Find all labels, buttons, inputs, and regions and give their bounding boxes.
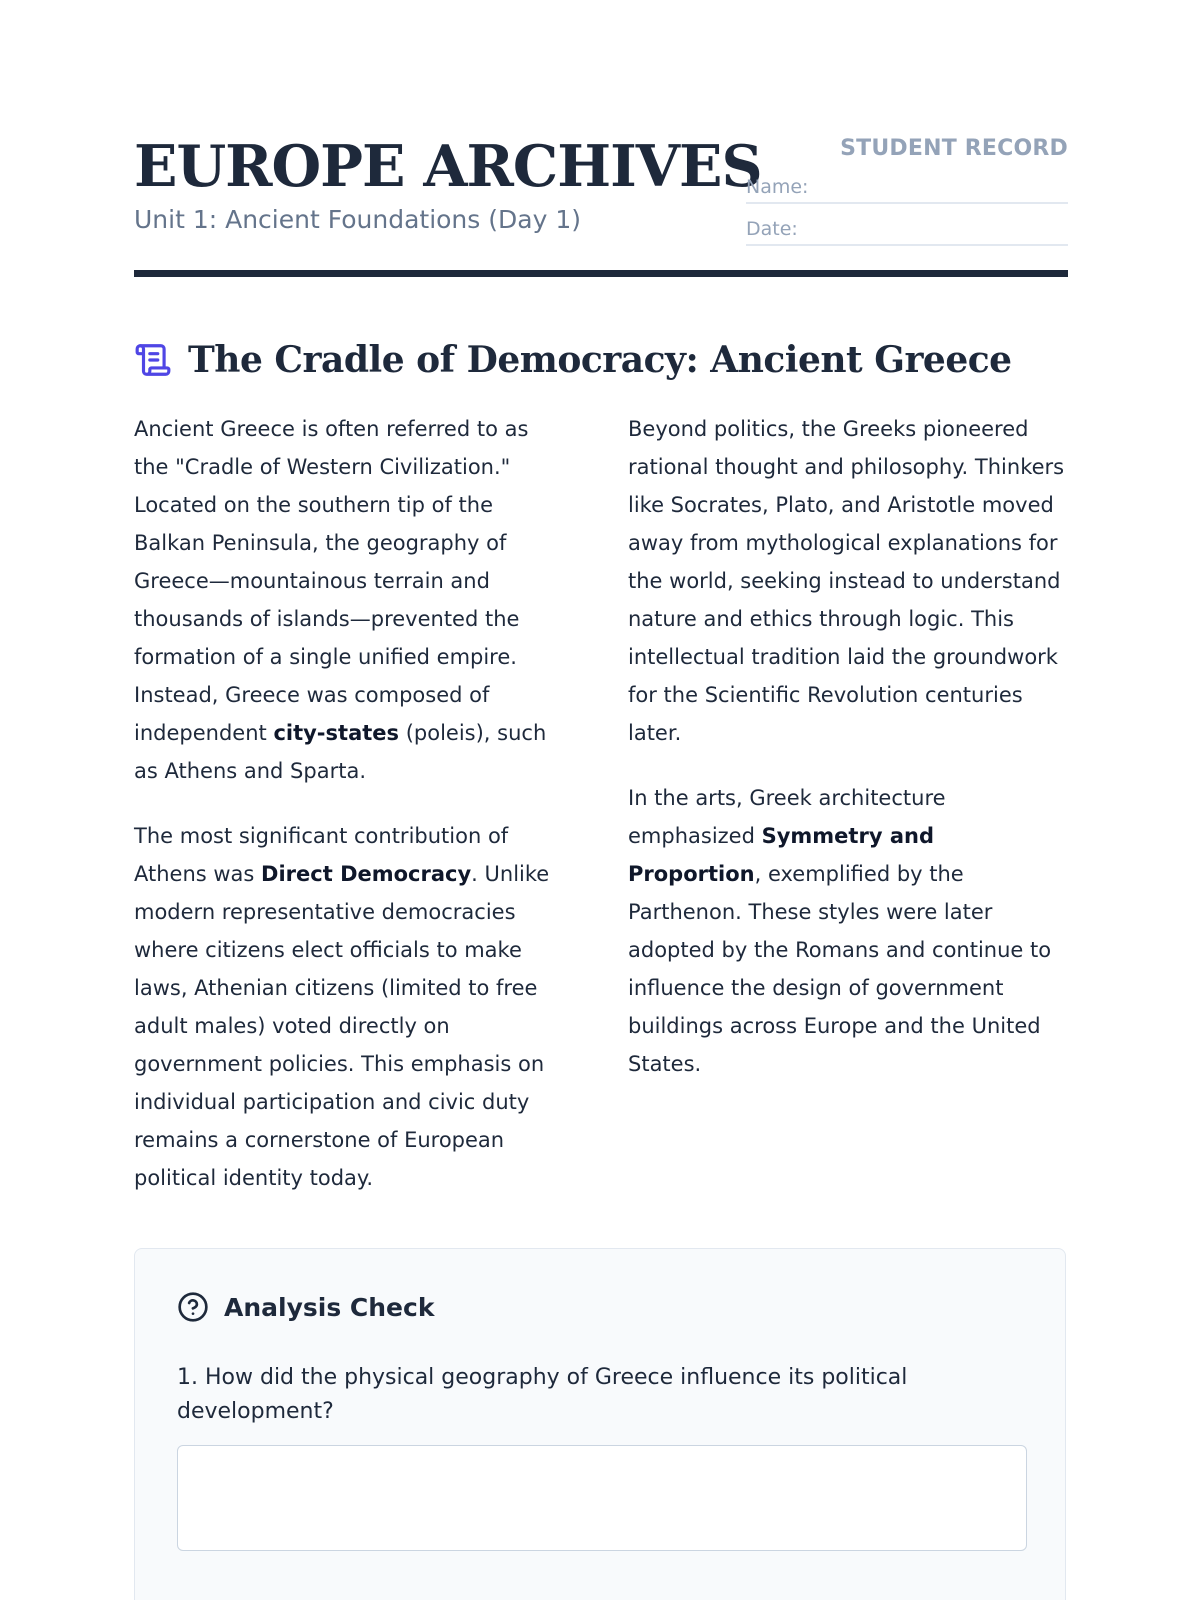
question-circle-icon xyxy=(177,1291,209,1323)
paragraph-philosophy: Beyond politics, the Greeks pioneered rational thought and philosophy. Thinkers like Socrates, Plato, and Aristotle moved away from mythological explanations for the world, seeking instead to understand nature and ethics through logic. This intellectual tradition laid the groundwork for the Scientific Revolution centuries later. xyxy=(628,417,1065,745)
student-record xyxy=(746,130,1068,258)
paragraph-architecture: In the arts, Greek architecture emphasized Symmetry and Proportion, exemplified by the Parthenon. These styles were later adopted by the Romans and continue to influence the design of government buildings across Europe and the United States. xyxy=(628,786,1052,1076)
paragraph-greece-intro: Ancient Greece is often referred to as the "Cradle of Western Civilization." Located on the southern tip of the Balkan Peninsula, the geography of Greece—mountainous terrain and thousands of islands—prevented the formation of a single unified empire. Instead, Greece was composed of independent city-states (poleis), such as Athens and Sparta. xyxy=(134,417,547,783)
student-record-title: STUDENT RECORD xyxy=(840,136,1068,161)
unit-subtitle: Unit 1: Ancient Foundations (Day 1) xyxy=(134,205,581,234)
analysis-title: Analysis Check xyxy=(224,1292,435,1322)
reading-columns xyxy=(134,410,1068,1224)
header-divider xyxy=(134,270,1068,277)
section-heading xyxy=(134,338,1012,382)
term-symmetry-proportion: Symmetry and Proportion xyxy=(628,824,934,886)
scroll-icon xyxy=(134,341,172,379)
question-1: 1. How did the physical geography of Greece influence its political development? xyxy=(177,1365,908,1424)
right-column xyxy=(628,410,1068,1224)
worksheet-page xyxy=(134,0,1068,1600)
term-city-states: city-states xyxy=(273,721,400,745)
date-field[interactable] xyxy=(746,216,1068,246)
analysis-header xyxy=(177,1291,434,1323)
page-header xyxy=(134,130,1068,278)
left-column xyxy=(134,410,574,1224)
name-label: Name: xyxy=(746,176,809,198)
paragraph-direct-democracy: The most significant contribution of Athens was Direct Democracy. Unlike modern representative democracies where citizens elect officials to make laws, Athenian citizens (limited to free adult males) voted directly on government policies. This emphasis on individual participation and civic duty remains a cornerstone of European political identity today. xyxy=(134,824,550,1190)
analysis-check-card xyxy=(134,1248,1066,1600)
term-direct-democracy: Direct Democracy xyxy=(261,862,472,886)
page-title: EUROPE ARCHIVES xyxy=(134,133,762,200)
answer-input-1[interactable] xyxy=(177,1445,1027,1551)
date-label: Date: xyxy=(746,218,798,240)
name-field[interactable] xyxy=(746,174,1068,204)
section-title: The Cradle of Democracy: Ancient Greece xyxy=(188,339,1012,381)
